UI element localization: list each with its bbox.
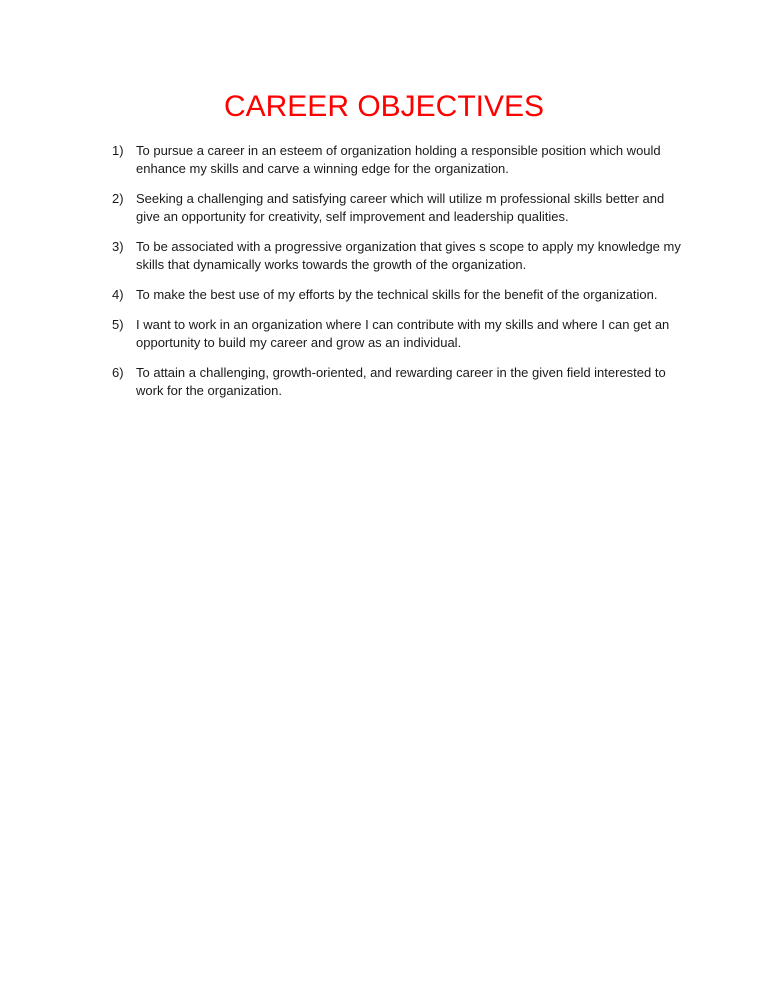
objective-number: 3) xyxy=(112,239,124,254)
objectives-list xyxy=(112,142,682,412)
objective-number: 5) xyxy=(112,317,124,332)
objective-text: To pursue a career in an esteem of organization holding a responsible position which would enhance my skills and carve a winning edge for the organization. xyxy=(136,143,661,176)
objective-item-6 xyxy=(112,364,682,400)
objective-item-1 xyxy=(112,142,682,178)
objective-text: To make the best use of my efforts by the technical skills for the benefit of the organization. xyxy=(136,287,658,302)
objective-text: To attain a challenging, growth-oriented, and rewarding career in the given field interested to work for the organization. xyxy=(136,365,666,398)
objective-text: Seeking a challenging and satisfying career which will utilize m professional skills better and give an opportunity for creativity, self improvement and leadership qualities. xyxy=(136,191,665,224)
objective-number: 4) xyxy=(112,287,124,302)
page-title: CAREER OBJECTIVES xyxy=(223,90,545,123)
objective-text: I want to work in an organization where I can contribute with my skills and where I can get an opportunity to build my career and grow as an individual. xyxy=(136,317,670,350)
objective-text: To be associated with a progressive organization that gives s scope to apply my knowledge my skills that dynamically works towards the growth of the organization. xyxy=(136,239,681,272)
objective-item-4 xyxy=(112,286,682,304)
objective-number: 6) xyxy=(112,365,124,380)
objective-number: 2) xyxy=(112,191,124,206)
objective-number: 1) xyxy=(112,143,124,158)
objective-item-3 xyxy=(112,238,682,274)
objective-item-2 xyxy=(112,190,682,226)
objective-item-5 xyxy=(112,316,682,352)
